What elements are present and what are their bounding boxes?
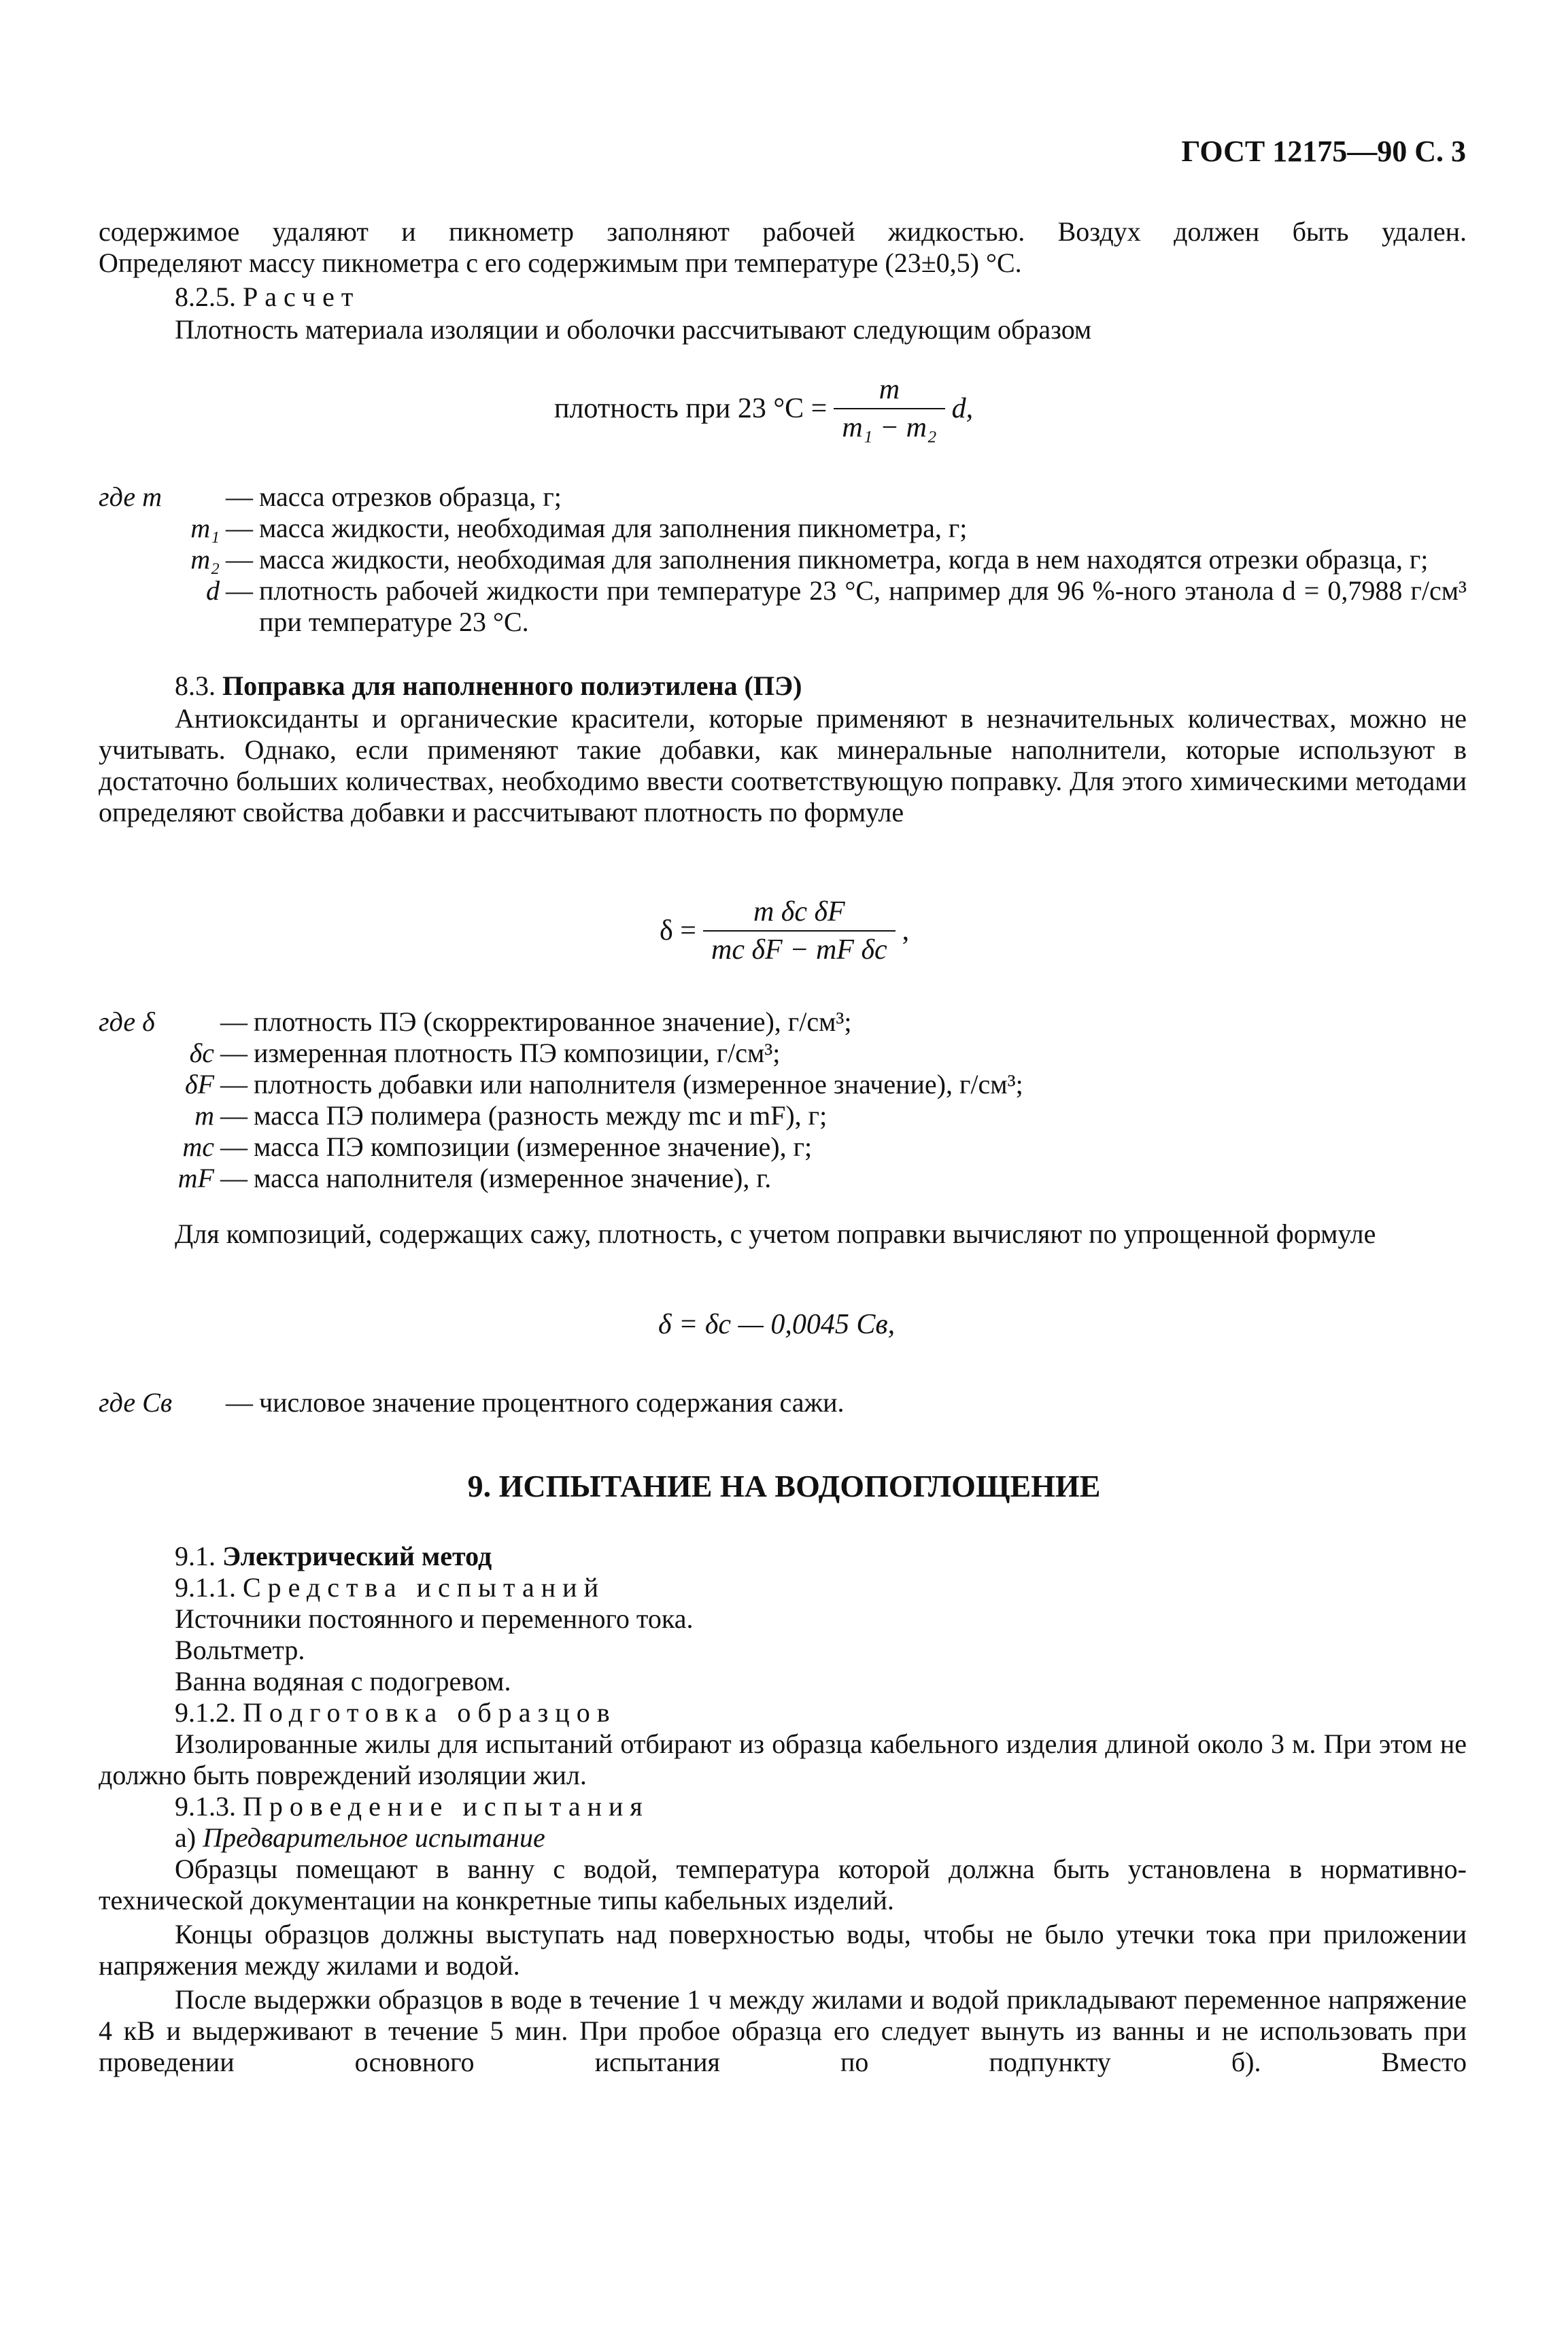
- formula-rhs: ,: [902, 915, 910, 947]
- definition-text: плотность рабочей жидкости при температуре 23 °С, например для 96 %-ного этанола d = 0,7988 г/см³ при температуре 23 °С.: [259, 575, 1467, 637]
- definition-row: δF — плотность добавки или наполнителя (измеренное значение), г/см³;: [99, 1069, 1467, 1100]
- section-number: 9.1.: [175, 1541, 216, 1571]
- definition-text: масса жидкости, необходимая для заполнения пикнометра, г;: [259, 513, 968, 543]
- formula-numerator: m: [879, 374, 900, 405]
- section-title: Поправка для наполненного полиэтилена (ПЭ): [222, 670, 802, 701]
- means-item: Ванна водяная с подогревом.: [175, 1666, 511, 1697]
- means-item: Источники постоянного и переменного тока.: [175, 1603, 694, 1634]
- formula-denominator: m₁ − m₂: [834, 408, 944, 443]
- paragraph: Образцы помещают в ванну с водой, температура которой должна быть установлена в нормативно-технической документации на конкретные типы кабельных изделий.: [99, 1854, 1467, 1915]
- definition-row: где δ — плотность ПЭ (скорректированное значение), г/см³;: [99, 1006, 1467, 1038]
- subitem-a-heading: [99, 1822, 1467, 1854]
- formula-lhs: плотность при 23 °С =: [554, 393, 828, 424]
- definition-text: масса ПЭ полимера (разность между mc и mF), г;: [254, 1100, 828, 1131]
- definition-row: m — масса ПЭ полимера (разность между mc и mF), г;: [99, 1100, 1467, 1131]
- section-title: Подготовка образцов: [243, 1697, 617, 1728]
- intro-line-1: содержимое удаляют и пикнометр заполняют рабочей жидкостью. Воздух должен быть удален.: [99, 216, 1467, 247]
- definition-row: d — плотность рабочей жидкости при температуре 23 °С, например для 96 %-ного этанола d = 0,7988 г/см³ при температуре 23 °С.: [99, 575, 1467, 638]
- section-title: Средства испытаний: [243, 1572, 605, 1603]
- definition-text: числовое значение процентного содержания сажи.: [259, 1387, 845, 1418]
- subitem-label: а): [175, 1822, 197, 1853]
- definitions-2: [99, 1006, 1467, 1194]
- section-number: 9.1.2.: [175, 1697, 236, 1728]
- formula-fraction: [703, 896, 896, 966]
- definition-row: где Cв — числовое значение процентного содержания сажи.: [99, 1387, 1467, 1418]
- section-9-1-2-heading: [99, 1697, 1467, 1728]
- definition-symbol: m₁: [190, 513, 220, 543]
- definition-text: плотность ПЭ (скорректированное значение), г/см³;: [254, 1006, 852, 1037]
- paragraph: Концы образцов должны выступать над поверхностью воды, чтобы не было утечки тока при приложении напряжения между жилами и водой.: [99, 1919, 1467, 1981]
- section-number: 9.1.3.: [175, 1791, 236, 1822]
- section-9-1-3-heading: [99, 1791, 1467, 1822]
- definition-text: масса жидкости, необходимая для заполнения пикнометра, когда в нем находятся отрезки образца, г;: [259, 544, 1429, 575]
- density-text: Плотность материала изоляции и оболочки рассчитывают следующим образом: [175, 314, 1092, 345]
- formula-numerator: m δc δF: [753, 896, 845, 927]
- section-8-3-paragraph: [99, 703, 1467, 828]
- section-9-1-2-text: Изолированные жилы для испытаний отбирают из образца кабельного изделия длиной около 3 м. При этом не должно быть повреждений изоляции жил.: [99, 1728, 1467, 1790]
- definition-row: δc — измеренная плотность ПЭ композиции, г/см³;: [99, 1038, 1467, 1069]
- definition-symbol: где Cв: [99, 1387, 173, 1418]
- density-paragraph: [99, 314, 1467, 345]
- definition-row: m₂ — масса жидкости, необходимая для заполнения пикнометра, когда в нем находятся отрезки образца, г;: [99, 544, 1467, 575]
- definition-text: масса ПЭ композиции (измеренное значение), г;: [254, 1131, 813, 1162]
- definition-symbol: m: [194, 1100, 214, 1131]
- definitions-3: [99, 1387, 1467, 1418]
- definition-row: mc — масса ПЭ композиции (измеренное значение), г;: [99, 1131, 1467, 1163]
- soot-formula-text: δ = δc — 0,0045 Cв,: [658, 1309, 896, 1340]
- section-number: 9.1.1.: [175, 1572, 236, 1603]
- soot-formula: [658, 1309, 895, 1340]
- definition-symbol: δc: [189, 1038, 214, 1068]
- formula-fraction: [834, 374, 944, 443]
- subitem-title: Предварительное испытание: [203, 1822, 545, 1853]
- density-formula: [554, 374, 973, 443]
- definition-symbol: mF: [177, 1163, 214, 1193]
- section-title: Электрический метод: [222, 1541, 492, 1571]
- definition-row: где m — масса отрезков образца, г;: [99, 481, 1467, 513]
- paragraph: После выдержки образцов в воде в течение 1 ч между жилами и водой прикладывают переменное напряжение 4 кВ и выдерживают в течение 5 мин. При пробое образца его следует вынуть из ванны и не использовать при проведении основного испытания по подпункту б). Вместо: [99, 1984, 1467, 2077]
- definition-row: m₁ — масса жидкости, необходимая для заполнения пикнометра, г;: [99, 513, 1467, 544]
- soot-text: Для композиций, содержащих сажу, плотность, с учетом поправки вычисляют по упрощенной формуле: [175, 1218, 1376, 1249]
- means-item: Вольтметр.: [175, 1635, 305, 1665]
- section-9-1-1-heading: [99, 1572, 1467, 1603]
- formula-denominator: mc δF − mF δc: [703, 930, 896, 966]
- section-number: 8.2.5.: [175, 282, 236, 312]
- section-title: Расчет: [243, 282, 360, 312]
- definition-text: плотность добавки или наполнителя (измеренное значение), г/см³;: [254, 1069, 1023, 1100]
- definitions-1: [99, 481, 1467, 638]
- formula-lhs: δ =: [660, 915, 696, 947]
- definition-text: измеренная плотность ПЭ композиции, г/см³;: [254, 1038, 781, 1068]
- definition-row: mF — масса наполнителя (измеренное значение), г.: [99, 1163, 1467, 1194]
- definition-text: масса наполнителя (измеренное значение), г.: [254, 1163, 772, 1193]
- definition-symbol: где m: [99, 481, 162, 512]
- section-title: Проведение испытания: [243, 1791, 649, 1822]
- formula-rhs: d,: [951, 393, 974, 424]
- definition-symbol: d: [206, 575, 220, 606]
- section-8-3-heading: [99, 670, 1467, 702]
- section-9-body: [99, 1541, 1467, 2078]
- page-header: ГОСТ 12175—90 С. 3: [1181, 135, 1466, 168]
- intro-paragraph: [99, 216, 1467, 279]
- section-9-title: 9. ИСПЫТАНИЕ НА ВОДОПОГЛОЩЕНИЕ: [467, 1469, 1101, 1503]
- section-number: 8.3.: [175, 670, 216, 701]
- intro-line-2: Определяют массу пикнометра с его содержимым при температуре (23±0,5) °С.: [99, 248, 1022, 278]
- section-8-2-5-heading: [99, 282, 1467, 313]
- definition-symbol: m₂: [190, 544, 220, 575]
- section-8-3-text: Антиоксиданты и органические красители, которые применяют в незначительных количествах, можно не учитывать. Однако, если применяют такие добавки, как минеральные наполнители, которые используют в достаточно больших количествах, необходимо ввести соответствующую поправку. Для этого химическими методами определяют свойства добавки и рассчитывают плотность по формуле: [99, 703, 1467, 828]
- definition-text: масса отрезков образца, г;: [259, 481, 562, 512]
- section-9-1-heading: [99, 1541, 1467, 1572]
- definition-symbol: mc: [182, 1131, 214, 1162]
- definition-symbol: где δ: [99, 1006, 155, 1037]
- definition-symbol: δF: [184, 1069, 214, 1100]
- corrected-density-formula: [660, 896, 909, 966]
- soot-paragraph: [99, 1218, 1467, 1250]
